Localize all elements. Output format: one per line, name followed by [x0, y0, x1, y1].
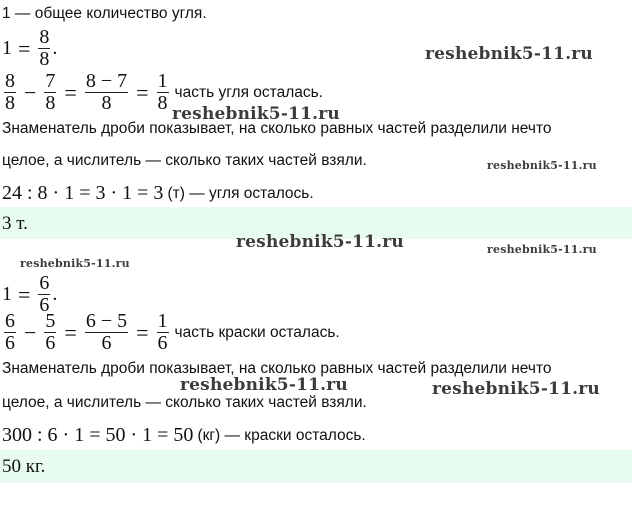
numerator: 7 [45, 70, 56, 92]
watermark: reshebnik5-11.ru [425, 44, 593, 64]
numerator: 6 [5, 310, 15, 332]
denominator: 8 [39, 48, 50, 70]
watermark: reshebnik5-11.ru [432, 379, 600, 399]
eq-sign: = [136, 79, 149, 105]
numerator: 8 [39, 26, 50, 48]
denominator: 8 [101, 92, 112, 114]
equation-subtraction [2, 311, 340, 354]
fraction [85, 311, 128, 354]
calculation [2, 182, 314, 205]
fraction [44, 71, 56, 114]
period: . [52, 283, 58, 305]
calc-caption: (кг) — краски осталось. [197, 426, 366, 444]
minus-sign: − [24, 319, 37, 345]
watermark: reshebnik5-11.ru [236, 232, 404, 252]
fraction [4, 311, 16, 354]
denominator: 6 [39, 294, 50, 316]
watermark: reshebnik5-11.ru [180, 375, 348, 395]
fraction-caption: часть краски осталась. [174, 323, 340, 341]
numerator: 8 − 7 [85, 70, 128, 92]
fraction-caption: часть угля осталась. [174, 83, 323, 101]
denominator: 8 [157, 92, 168, 114]
denominator: 6 [45, 332, 56, 354]
eq-lhs: 1 [2, 37, 12, 59]
fraction [157, 71, 169, 114]
numerator: 1 [157, 310, 168, 332]
answer-text: 3 т. [2, 213, 28, 234]
answer-box [0, 450, 632, 483]
watermark: reshebnik5-11.ru [487, 243, 597, 256]
period: . [52, 37, 58, 59]
answer-text: 50 кг. [2, 456, 46, 477]
fraction [4, 71, 16, 114]
denominator: 6 [157, 332, 168, 354]
watermark: reshebnik5-11.ru [172, 104, 340, 124]
eq-sign: = [64, 319, 77, 345]
denominator: 8 [5, 92, 15, 114]
numerator: 6 [39, 272, 50, 294]
eq-sign: = [18, 35, 31, 61]
numerator: 6 − 5 [85, 310, 128, 332]
numerator: 8 [5, 70, 15, 92]
numerator: 5 [45, 310, 56, 332]
calc-expression: 300 : 6 · 1 = 50 · 1 = 50 [2, 424, 194, 446]
eq-sign: = [64, 79, 77, 105]
minus-sign: − [24, 79, 37, 105]
calculation [2, 424, 366, 447]
explanation-line-2: целое, а числитель — сколько таких частей взяли. [2, 394, 367, 411]
equation-whole [2, 27, 57, 70]
denominator: 6 [101, 332, 112, 354]
eq-sign: = [136, 319, 149, 345]
denominator: 6 [5, 332, 15, 354]
watermark: reshebnik5-11.ru [20, 257, 130, 270]
watermark: reshebnik5-11.ru [487, 159, 597, 172]
fraction [85, 71, 128, 114]
fraction [38, 27, 50, 70]
eq-sign: = [18, 281, 31, 307]
eq-lhs: 1 [2, 283, 12, 305]
numerator: 1 [157, 70, 168, 92]
calc-expression: 24 : 8 · 1 = 3 · 1 = 3 [2, 182, 164, 204]
fraction [44, 311, 56, 354]
denominator: 8 [45, 92, 56, 114]
calc-caption: (т) — угля осталось. [167, 184, 314, 202]
fraction [157, 311, 169, 354]
explanation-line-1: Знаменатель дроби показывает, на сколько равных частей разделили нечто [2, 120, 552, 137]
explanation-line-1: Знаменатель дроби показывает, на сколько равных частей разделили нечто [2, 360, 552, 377]
intro-text: 1 — общее количество угля. [2, 5, 207, 22]
explanation-line-2: целое, а числитель — сколько таких частей взяли. [2, 152, 367, 169]
